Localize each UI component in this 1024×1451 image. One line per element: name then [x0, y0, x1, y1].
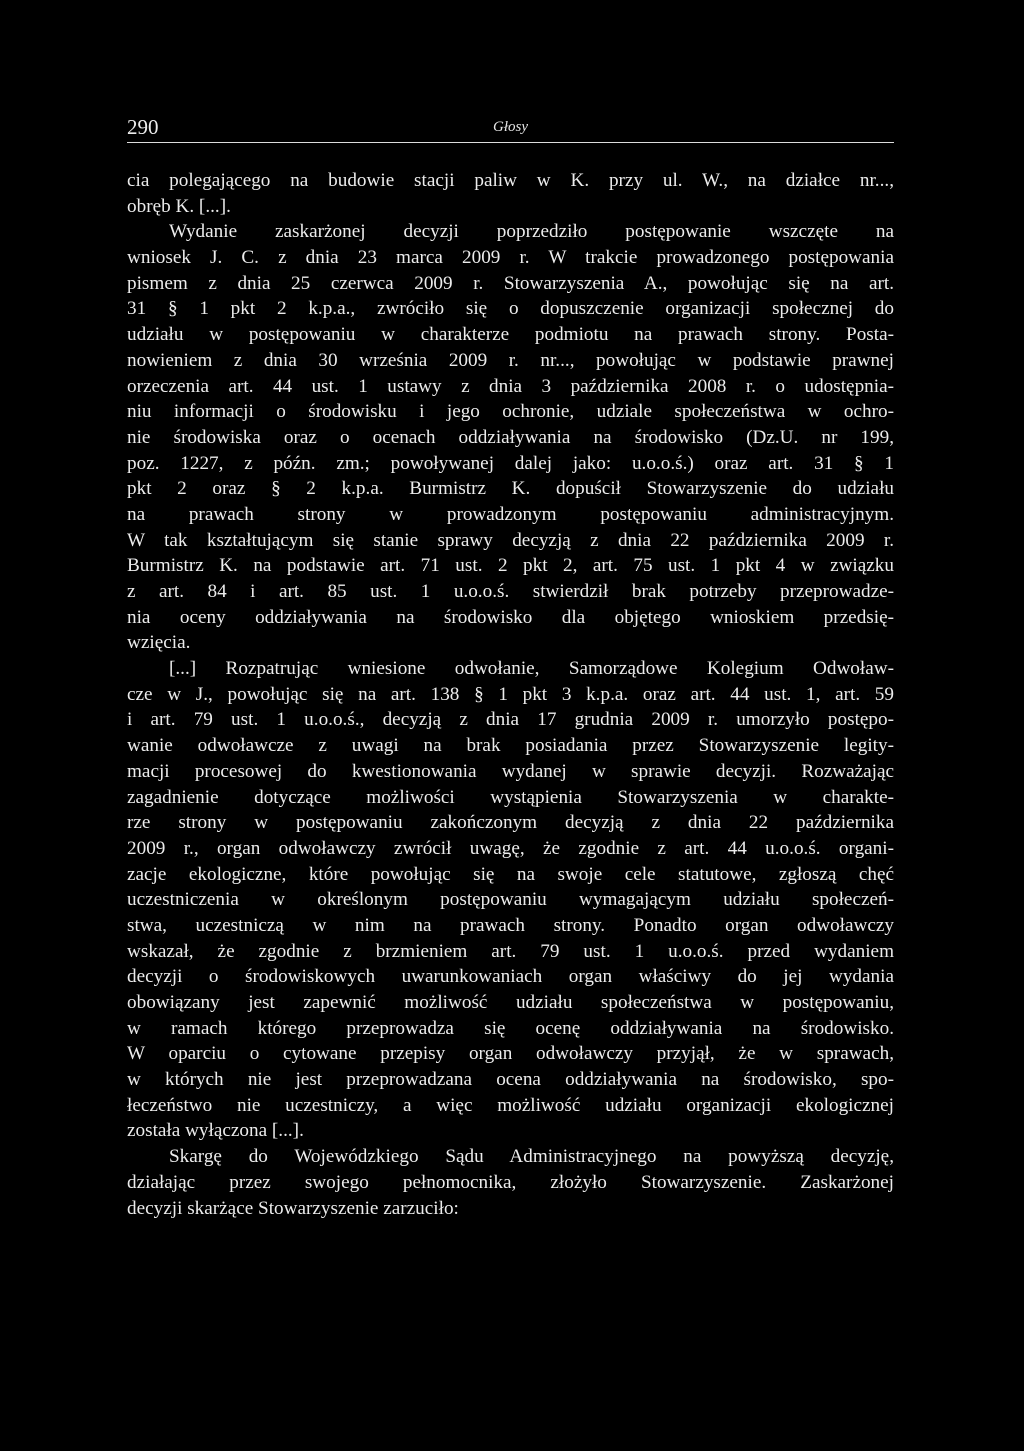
text-line: niu informacji o środowisku i jego ochronie, udziale społeczeństwa w ochro- — [127, 401, 894, 423]
text-line: pkt 2 oraz § 2 k.p.a. Burmistrz K. dopuścił Stowarzyszenie do udziału — [127, 478, 894, 500]
text-line: macji procesowej do kwestionowania wydanej w sprawie decyzji. Rozważając — [127, 760, 894, 782]
text-line: udziału w postępowaniu w charakterze podmiotu na prawach strony. Posta- — [127, 324, 894, 346]
text-line: cze w J., powołując się na art. 138 § 1 pkt 3 k.p.a. oraz art. 44 ust. 1, art. 59 — [127, 683, 894, 705]
text-line: została wyłączona [...]. — [127, 1120, 304, 1142]
text-line: rze strony w postępowaniu zakończonym decyzją z dnia 22 października — [127, 812, 894, 834]
text-line: cia polegającego na budowie stacji paliw w K. przy ul. W., na działce nr..., — [127, 170, 894, 191]
text-line: wskazał, że zgodnie z brzmieniem art. 79 ust. 1 u.o.o.ś. przed wydaniem — [127, 940, 894, 962]
text-line: pismem z dnia 25 czerwca 2009 r. Stowarzyszenia A., powołując się na art. — [127, 272, 894, 294]
text-line: nie środowiska oraz o ocenach oddziaływania na środowisko (Dz.U. nr 199, — [127, 426, 894, 448]
text-line: wanie odwoławcze z uwagi na brak posiadania przez Stowarzyszenie legity- — [127, 735, 894, 757]
text-line: W tak kształtującym się stanie sprawy decyzją z dnia 22 października 2009 r. — [127, 529, 894, 551]
text-line: Skargę do Wojewódzkiego Sądu Administracyjnego na powyższą decyzję, — [169, 1146, 894, 1168]
text-line: wzięcia. — [127, 632, 191, 654]
text-line: 31 § 1 pkt 2 k.p.a., zwróciło się o dopuszczenie organizacji społecznej do — [127, 298, 894, 320]
body-text — [127, 168, 894, 1221]
text-line: 2009 r., organ odwoławczy zwrócił uwagę, że zgodnie z art. 44 u.o.o.ś. organi- — [127, 837, 894, 859]
text-line: decyzji skarżące Stowarzyszenie zarzuciło: — [127, 1197, 459, 1219]
text-line: uczestniczenia w określonym postępowaniu wymagającym udziału społeczeń- — [127, 889, 894, 911]
text-line: orzeczenia art. 44 ust. 1 ustawy z dnia 3 października 2008 r. o udostępnia- — [127, 375, 894, 397]
text-line: stwa, uczestniczą w nim na prawach strony. Ponadto organ odwoławczy — [127, 914, 894, 936]
text-line: nowieniem z dnia 30 września 2009 r. nr..., powołując w podstawie prawnej — [127, 349, 894, 371]
text-line: łeczeństwo nie uczestniczy, a więc możliwość udziału organizacji ekologicznej — [127, 1094, 894, 1116]
page-number: 290 — [127, 115, 159, 139]
text-line: w ramach którego przeprowadza się ocenę oddziaływania na środowisko. — [127, 1017, 894, 1039]
text-line: poz. 1227, z późn. zm.; powoływanej dalej jako: u.o.o.ś.) oraz art. 31 § 1 — [127, 452, 894, 474]
text-line: nia oceny oddziaływania na środowisko dla objętego wnioskiem przedsię- — [127, 606, 894, 628]
text-line: zagadnienie dotyczące możliwości wystąpienia Stowarzyszenia w charakte- — [127, 786, 894, 808]
text-line: z art. 84 i art. 85 ust. 1 u.o.o.ś. stwierdził brak potrzeby przeprowadze- — [127, 581, 894, 602]
text-line: na prawach strony w prowadzonym postępowaniu administracyjnym. — [127, 503, 894, 525]
text-line: Wydanie zaskarżonej decyzji poprzedziło postępowanie wszczęte na — [169, 221, 894, 243]
page-header — [127, 114, 894, 143]
text-line: decyzji o środowiskowych uwarunkowaniach organ właściwy do jej wydania — [127, 966, 894, 988]
text-line: wniosek J. C. z dnia 23 marca 2009 r. W trakcie prowadzonego postępowania — [127, 247, 894, 269]
text-line: zacje ekologiczne, które powołując się na swoje cele statutowe, zgłoszą chęć — [127, 863, 894, 885]
text-line: w których nie jest przeprowadzana ocena oddziaływania na środowisko, spo- — [127, 1069, 894, 1091]
text-line: [...] Rozpatrując wniesione odwołanie, Samorządowe Kolegium Odwoław- — [169, 658, 894, 680]
text-line: Burmistrz K. na podstawie art. 71 ust. 2 pkt 2, art. 75 ust. 1 pkt 4 w związku — [127, 555, 894, 577]
text-line: obowiązany jest zapewnić możliwość udziału społeczeństwa w postępowaniu, — [127, 992, 894, 1013]
text-line: działając przez swojego pełnomocnika, złożyło Stowarzyszenie. Zaskarżonej — [127, 1171, 894, 1193]
running-title: Głosy — [493, 119, 528, 135]
text-line: obręb K. [...]. — [127, 195, 231, 217]
text-line: W oparciu o cytowane przepisy organ odwoławczy przyjął, że w sprawach, — [127, 1043, 894, 1065]
text-line: i art. 79 ust. 1 u.o.o.ś., decyzją z dnia 17 grudnia 2009 r. umorzyło postępo- — [127, 709, 894, 731]
